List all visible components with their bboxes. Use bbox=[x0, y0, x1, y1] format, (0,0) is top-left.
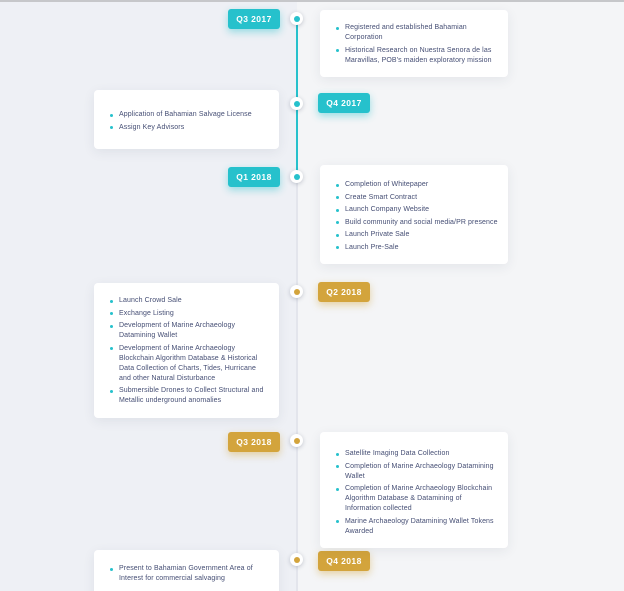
milestone-item-text: Submersible Drones to Collect Structural and Metallic underground anomalies bbox=[119, 387, 264, 404]
bullet-icon bbox=[336, 246, 339, 249]
bullet-icon bbox=[336, 520, 339, 523]
milestone-item-text: Assign Key Advisors bbox=[119, 123, 185, 131]
bullet-icon bbox=[336, 234, 339, 237]
milestone-item-text: Launch Crowd Sale bbox=[119, 297, 182, 304]
dot-icon bbox=[294, 557, 300, 563]
quarter-badge-q3-2017: Q3 2017 bbox=[228, 9, 280, 29]
bullet-icon bbox=[110, 390, 113, 393]
timeline-dot-q4-2017 bbox=[290, 97, 303, 110]
milestone-item bbox=[336, 193, 498, 203]
milestone-item bbox=[336, 180, 498, 190]
milestone-item-text: Present to Bahamian Government Area of Interest for commercial salvaging bbox=[119, 565, 253, 582]
timeline-dot-q4-2018 bbox=[290, 553, 303, 566]
quarter-badge-q2-2018: Q2 2018 bbox=[318, 282, 370, 302]
bullet-icon bbox=[336, 27, 339, 30]
dot-icon bbox=[294, 289, 300, 295]
timeline-dot-q3-2017 bbox=[290, 12, 303, 25]
milestone-item-text: Build community and social media/PR presence bbox=[345, 218, 498, 226]
milestone-list bbox=[336, 180, 498, 253]
dot-icon bbox=[294, 16, 300, 22]
milestone-item bbox=[336, 449, 498, 459]
bullet-icon bbox=[336, 221, 339, 224]
dot-icon bbox=[294, 174, 300, 180]
milestone-item bbox=[336, 243, 498, 253]
milestone-item bbox=[336, 517, 498, 537]
milestone-item-text: Launch Pre-Sale bbox=[345, 243, 399, 251]
bullet-icon bbox=[110, 325, 113, 328]
bullet-icon bbox=[110, 126, 113, 129]
quarter-badge-q4-2018: Q4 2018 bbox=[318, 551, 370, 571]
timeline-dot-q1-2018 bbox=[290, 170, 303, 183]
bullet-icon bbox=[110, 347, 113, 350]
milestone-item bbox=[336, 23, 498, 43]
milestone-card-q2-2018 bbox=[94, 283, 279, 418]
bullet-icon bbox=[110, 114, 113, 117]
milestone-item bbox=[336, 46, 498, 66]
milestone-list bbox=[336, 23, 498, 66]
milestone-item bbox=[110, 110, 269, 120]
bullet-icon bbox=[110, 312, 113, 315]
milestone-item-text: Satellite Imaging Data Collection bbox=[345, 450, 450, 457]
milestone-list bbox=[110, 564, 269, 584]
milestone-item-text: Completion of Whitepaper bbox=[345, 181, 429, 188]
bullet-icon bbox=[336, 196, 339, 199]
bullet-icon bbox=[336, 49, 339, 52]
timeline-dot-q2-2018 bbox=[290, 285, 303, 298]
milestone-item-text: Marine Archaeology Datamining Wallet Tokens Awarded bbox=[345, 517, 494, 535]
milestone-card-q1-2018 bbox=[320, 165, 508, 264]
dot-icon bbox=[294, 101, 300, 107]
quarter-badge-q1-2018: Q1 2018 bbox=[228, 167, 280, 187]
milestone-item bbox=[110, 296, 269, 306]
milestone-item bbox=[336, 205, 498, 215]
bullet-icon bbox=[336, 209, 339, 212]
milestone-card-q4-2017 bbox=[94, 90, 279, 149]
quarter-badge-q4-2017: Q4 2017 bbox=[318, 93, 370, 113]
milestone-item-text: Registered and established Bahamian Corporation bbox=[345, 24, 467, 41]
dot-icon bbox=[294, 438, 300, 444]
quarter-badge-q3-2018: Q3 2018 bbox=[228, 432, 280, 452]
milestone-item-text: Development of Marine Archaeology Blockchain Algorithm Database & Historical Data Collection of Charts, Tides, Hurricane and other Natural Disturbance bbox=[119, 344, 258, 382]
milestone-item bbox=[110, 309, 269, 319]
milestone-item-text: Development of Marine Archaeology Datamining Wallet bbox=[119, 322, 236, 339]
milestone-item bbox=[110, 321, 269, 341]
milestone-card-q4-2018 bbox=[94, 550, 279, 591]
timeline-dot-q3-2018 bbox=[290, 434, 303, 447]
milestone-item-text: Launch Company Website bbox=[345, 206, 430, 213]
milestone-item-text: Exchange Listing bbox=[119, 309, 174, 317]
bullet-icon bbox=[336, 453, 339, 456]
bullet-icon bbox=[110, 300, 113, 303]
milestone-item-text: Application of Bahamian Salvage License bbox=[119, 111, 252, 118]
milestone-item bbox=[110, 123, 269, 133]
milestone-item bbox=[110, 564, 269, 584]
milestone-card-q3-2018 bbox=[320, 432, 508, 548]
bullet-icon bbox=[336, 465, 339, 468]
milestone-item bbox=[110, 344, 269, 384]
milestone-item bbox=[336, 218, 498, 228]
milestone-list bbox=[110, 296, 269, 406]
milestone-list bbox=[336, 449, 498, 537]
milestone-item bbox=[110, 386, 269, 406]
bullet-icon bbox=[110, 568, 113, 571]
milestone-item bbox=[336, 230, 498, 240]
milestone-item-text: Completion of Marine Archaeology Datamining Wallet bbox=[345, 462, 494, 480]
milestone-item-text: Historical Research on Nuestra Senora de las Maravillas, POB's maiden exploratory mission bbox=[345, 46, 492, 64]
bullet-icon bbox=[336, 488, 339, 491]
milestone-card-q3-2017 bbox=[320, 10, 508, 77]
milestone-item-text: Create Smart Contract bbox=[345, 193, 418, 201]
milestone-list bbox=[110, 110, 269, 133]
milestone-item-text: Launch Private Sale bbox=[345, 231, 410, 238]
milestone-item bbox=[336, 462, 498, 482]
milestone-item bbox=[336, 484, 498, 514]
bullet-icon bbox=[336, 184, 339, 187]
milestone-item-text: Completion of Marine Archaeology Blockchain Algorithm Database & Datamining of Information collected bbox=[345, 485, 493, 512]
